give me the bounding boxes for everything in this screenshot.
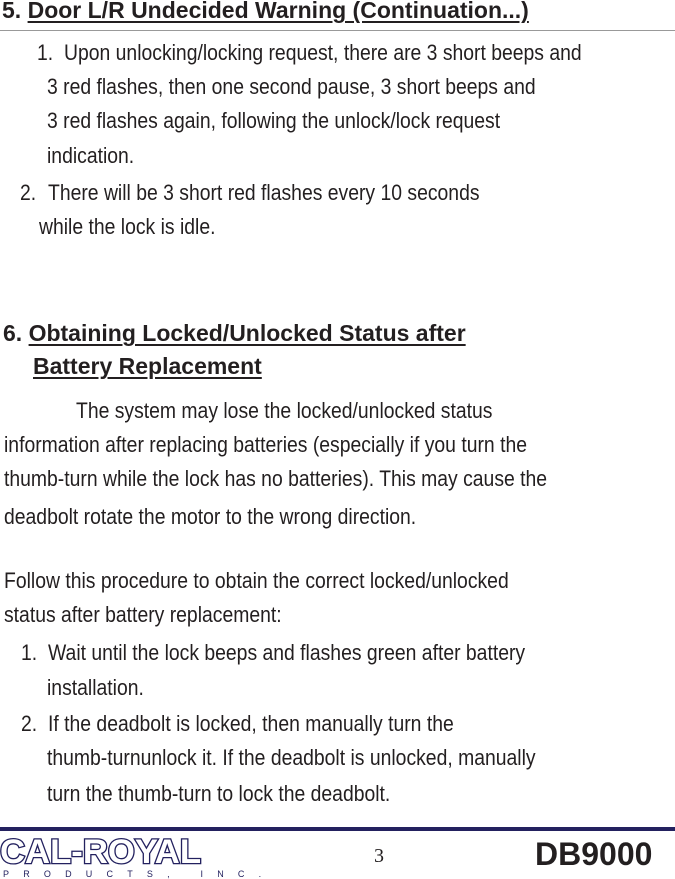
section-5-item-2-line-2: while the lock is idle. (39, 214, 216, 239)
section-5-item-1-line-1: Upon unlocking/locking request, there are 3 short beeps and (64, 40, 582, 65)
paragraph-line-3: thumb-turn while the lock has no batteries). This may cause the (4, 466, 548, 491)
section-5-item-1-line-2: 3 red flashes, then one second pause, 3 short beeps and (47, 74, 536, 99)
page-number: 3 (374, 845, 384, 867)
procedure-intro-line-2: status after battery replacement: (4, 602, 282, 627)
step-1-marker: 1. (21, 640, 38, 665)
section-5-heading (2, 0, 529, 24)
step-1-line-2: installation. (47, 675, 144, 700)
section-6-title-line-2: Battery Replacement (33, 353, 262, 379)
footer-divider (0, 827, 675, 831)
cal-royal-logo (0, 833, 202, 872)
section-5-number: 5. (2, 0, 22, 23)
step-1-line-1: Wait until the lock beeps and flashes green after battery (48, 640, 526, 665)
section-5-item-2-marker: 2. (20, 180, 37, 205)
section-5-item-1-marker: 1. (37, 40, 54, 65)
paragraph-line-1: The system may lose the locked/unlocked status (76, 398, 493, 423)
section-6-heading (3, 320, 466, 347)
section-6-number: 6. (3, 320, 23, 346)
step-2-line-2: thumb-turnunlock it. If the deadbolt is unlocked, manually (47, 745, 536, 770)
model-number: DB9000 (535, 836, 653, 872)
logo-wordmark: CAL-ROYAL (0, 833, 202, 871)
section-5-item-1-line-4: indication. (47, 143, 135, 168)
procedure-intro-line-1: Follow this procedure to obtain the correct locked/unlocked (4, 568, 509, 593)
section-6-heading-line-2 (33, 353, 262, 380)
section-5-item-2-line-1: There will be 3 short red flashes every 10 seconds (48, 180, 480, 205)
top-divider (0, 30, 675, 31)
paragraph-line-4: deadbolt rotate the motor to the wrong direction. (4, 504, 417, 529)
section-5-title: Door L/R Undecided Warning (Continuation...) (27, 0, 529, 23)
step-2-line-1: If the deadbolt is locked, then manually turn the (48, 711, 454, 736)
paragraph-line-2: information after replacing batteries (especially if you turn the (4, 432, 527, 457)
logo-subtitle: PRODUCTS, INC. (3, 869, 276, 879)
section-5-item-1-line-3: 3 red flashes again, following the unlock/lock request (47, 108, 501, 133)
step-2-marker: 2. (21, 711, 38, 736)
step-2-line-3: turn the thumb-turn to lock the deadbolt. (47, 781, 391, 806)
section-6-title-line-1: Obtaining Locked/Unlocked Status after (28, 320, 466, 346)
